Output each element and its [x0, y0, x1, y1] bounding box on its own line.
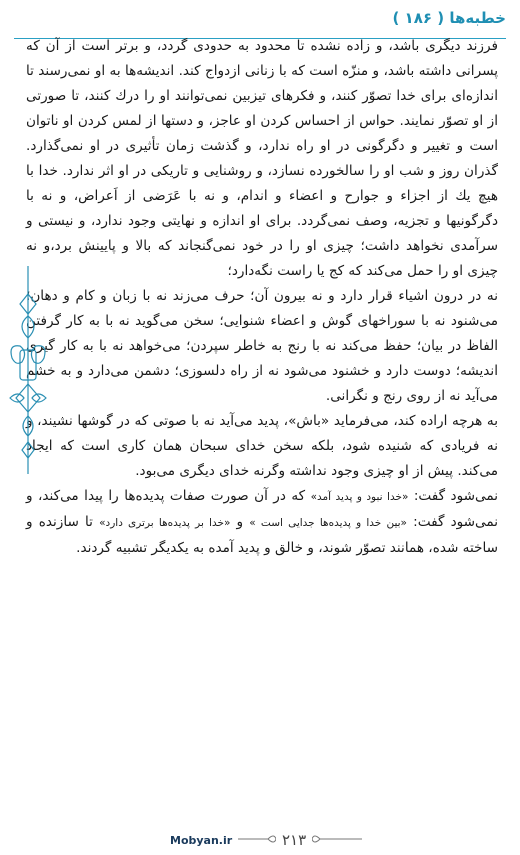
footer-flourish-left — [238, 833, 276, 845]
page-number: ۲۱۳ — [282, 831, 307, 849]
paragraph: به هرچه اراده کند، می‌فرماید «باش»، پدید می‌آید نه با صوتی که در گوشها نشیند، و نه فریادی که شنیده شود، بلکه سخن خدای سبحان همان کاری است که ایجاد می‌کند. پیش از او چیزی وجود نداشته وگرنه خدای دیگری می‌بود. — [26, 413, 498, 479]
page-footer — [0, 821, 520, 855]
chapter-title: خطبه‌ها ( ۱۸۶ ) — [392, 9, 506, 27]
text-run: که در آن صورت صفات پدیده‌ها را پیدا می‌کند، و نمی‌شود گفت: — [26, 488, 499, 530]
footer-flourish-right — [312, 833, 362, 845]
paragraph — [26, 484, 498, 561]
text-run: تا سازنده و ساخته شده، همانند تصوّر شوند، و خالق و پدید آمده به یکدیگر تشبیه گردند. — [26, 514, 498, 556]
paragraph: نه در درون اشیاء قرار دارد و نه بیرون آن؛ حرف می‌زند نه با زبان و کام و دهان؛ می‌شنود نه با سوراخهای گوش و اعضاء شنوایی؛ سخن می‌گوید نه با به کار گرفتن الفاظ در بیان؛ حفظ می‌کند نه با رنج به خاطر سپردن؛ می‌خواهد نه با به کار گیری اندیشه؛ دوست دارد و خشنود می‌شود نه از راه دلسوزی؛ دشمن می‌دارد و به خشم می‌آید نه از روی رنج و نگرانی. — [26, 288, 498, 404]
paragraph: فرزند دیگری باشد، و زاده نشده تا محدود به حدودی گردد، و برتر است از آن که پسرانی داشته باشد، و منزّه است که با زنانی ازدواج کند. اندیشه‌ها به او نمی‌رسند تا اندازه‌ای برای خدا تصوّر کنند، و فکرهای تیزبین نمی‌توانند او را درك کنند، تا صورتی از او تصوّر نمایند. حواس از احساس کردن او عاجز، و دستها از لمس کردن او ناتوان است و تغییر و دگرگونی در او راه ندارد، و گذشت زمان تأثیری در او نمی‌گذارد. گذران روز و شب او را سالخورده نسازد، و روشنایی و تاریکی در او اثر ندارد. خدا با هیچ یك از اجزاء و جوارح و اعضاء و اندام، و نه با عَرَضی از اَعراض، و نه با دگرگونیها و تجزیه، وصف نمی‌گردد. برای او اندازه و نهایتی وجود ندارد، و نیستی و سرآمدی نخواهد داشت؛ چیزی او را در خود نمی‌گنجاند که بالا و پایینش برد،و نه چیزی او را حمل می‌کند که کج یا راست نگه‌دارد؛ — [26, 38, 498, 279]
quoted-phrase: «خدا نبود و پدید آمد» — [310, 491, 409, 503]
decorative-ornament — [6, 266, 50, 474]
body-text — [26, 34, 498, 561]
text-run: نمی‌شود گفت: — [408, 488, 498, 504]
site-watermark: Mobyan.ir — [170, 834, 233, 847]
page-header — [14, 8, 506, 32]
quoted-phrase: «بین خدا و پدیده‌ها جدایی است » — [249, 517, 407, 529]
quoted-phrase: «خدا بر پدیده‌ها برتری دارد» — [99, 517, 231, 529]
text-run: و — [230, 514, 250, 530]
